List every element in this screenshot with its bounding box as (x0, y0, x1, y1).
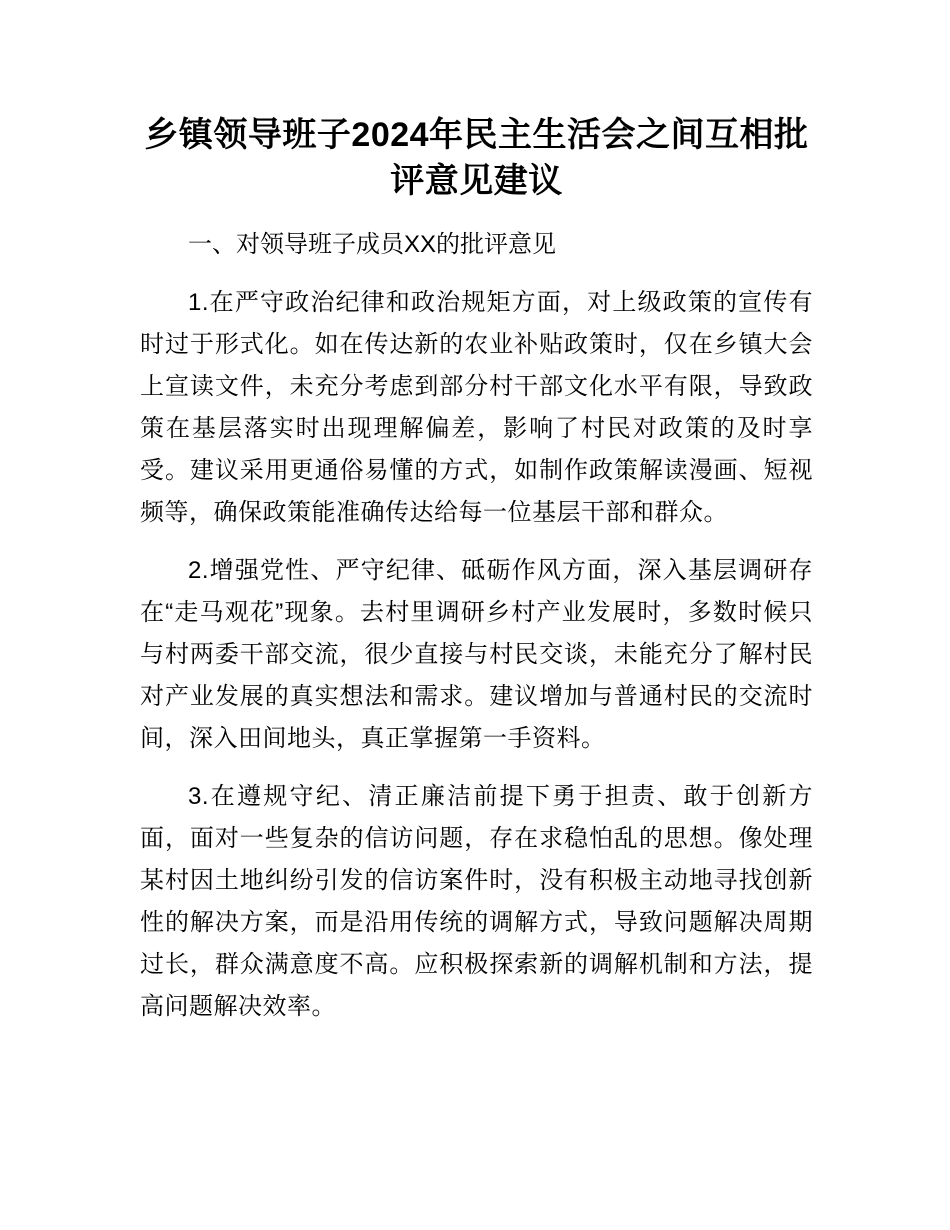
document-title-line-1: 乡镇领导班子2024年民主生活会之间互相批 (144, 116, 809, 154)
document-title (140, 112, 813, 204)
section-heading: 一、对领导班子成员XX的批评意见 (188, 231, 557, 258)
paragraph-2: 2.增强党性、严守纪律、砥砺作风方面，深入基层调研存在“走马观花”现象。去村里调研乡村产业发展时，多数时候只与村两委干部交流，很少直接与村民交谈，未能充分了解村民对产业发展的真实想法和需求。建议增加与普通村民的交流时间，深入田间地头，真正掌握第一手资料。 (140, 557, 813, 752)
paragraph-1: 1.在严守政治纪律和政治规矩方面，对上级政策的宣传有时过于形式化。如在传达新的农业补贴政策时，仅在乡镇大会上宣读文件，未充分考虑到部分村干部文化水平有限，导致政策在基层落实时出现理解偏差，影响了村民对政策的及时享受。建议采用更通俗易懂的方式，如制作政策解读漫画、短视频等，确保政策能准确传达给每一位基层干部和群众。 (140, 289, 813, 526)
document-title-line-2: 评意见建议 (390, 162, 563, 200)
paragraph-3: 3.在遵规守纪、清正廉洁前提下勇于担责、敢于创新方面，面对一些复杂的信访问题，存在求稳怕乱的思想。像处理某村因土地纠纷引发的信访案件时，没有积极主动地寻找创新性的解决方案，而是沿用传统的调解方式，导致问题解决周期过长，群众满意度不高。应积极探索新的调解机制和方法，提高问题解决效率。 (140, 783, 813, 1020)
